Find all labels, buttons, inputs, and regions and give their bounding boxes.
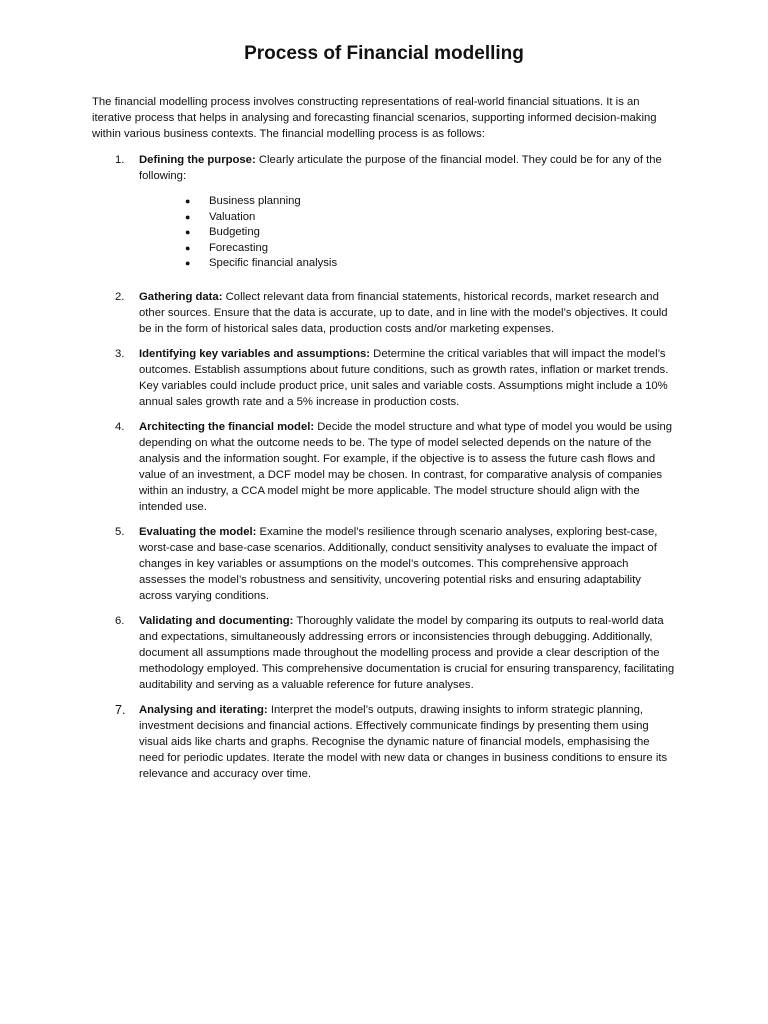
bullet-icon: ●	[185, 227, 191, 237]
list-item-step-1	[92, 152, 676, 280]
step-heading: Evaluating the model:	[139, 525, 257, 538]
bullet-text: Specific financial analysis	[209, 257, 338, 269]
step-text: Collect relevant data from financial statements, historical records, market research and other sources. Ensure that the data is accurate, up to date, and in line with the model’s objectives. It could be in the form of historical sales data, production costs and/or marketing expenses.	[139, 290, 668, 335]
list-item-step-3	[92, 346, 676, 410]
step-number: 4.	[115, 420, 125, 433]
list-item-step-6	[92, 613, 676, 693]
list-item	[139, 256, 676, 272]
intro-paragraph: The financial modelling process involves constructing representations of real-world financial situations. It is an iterative process that helps in analysing and forecasting financial scenarios, supporting informed decision-making within various business contexts. The financial modelling process is as follows:	[92, 96, 657, 140]
step-body	[139, 289, 676, 337]
list-item	[139, 225, 676, 241]
step-body	[139, 613, 676, 693]
step-heading: Defining the purpose:	[139, 154, 256, 166]
step-text: Thoroughly validate the model by comparing its outputs to real-world data and expectations, simultaneously addressing errors or inconsistencies through debugging. Additionally, document all assumptions made throughout the modelling process and provide a clear description of the methodology employed. This comprehensive documentation is crucial for ensuring transparency, facilitating auditability and serving as a valuable reference for future analyses.	[139, 614, 675, 691]
step-text: Determine the critical variables that will impact the model’s outcomes. Establish assumptions about future conditions, such as growth rates, inflation or market trends. Key variables could include product price, unit sales and variable costs. Assumptions might include a 10% annual sales growth rate and a 5% increase in production costs.	[139, 347, 669, 408]
step-text: Decide the model structure and what type of model you would be using depending on what the outcome needs to be. The type of model selected depends on the nature of the analysis and the information sought. For example, if the objective is to assess the future cash flows and value of an investment, a DCF model may be chosen. In contrast, for comparative analysis of companies within an industry, a CCA model might be more applicable. The model structure should align with the intended use.	[139, 420, 673, 513]
list-item-step-5	[92, 524, 676, 604]
step-body	[139, 419, 676, 515]
step-heading: Identifying key variables and assumptions:	[139, 347, 371, 360]
list-item-step-7	[92, 702, 676, 782]
step-number: 1.	[115, 154, 125, 166]
bullet-icon: ●	[185, 258, 191, 268]
step-text: Clearly articulate the purpose of the financial model. They could be for any of the following:	[139, 154, 662, 182]
step-text: Interpret the model’s outputs, drawing insights to inform strategic planning, investment decisions and financial actions. Effectively communicate findings by presenting them using visual aids like charts and graphs. Recognise the dynamic nature of financial models, emphasising the need for periodic updates. Iterate the model with new data or changes in business conditions to ensure its relevance and accuracy over time.	[139, 703, 668, 780]
step-heading: Analysing and iterating:	[139, 703, 268, 716]
list-item	[139, 194, 676, 210]
list-item	[139, 210, 676, 226]
bullet-icon: ●	[185, 242, 191, 253]
step-number: 7.	[115, 702, 126, 717]
bullet-icon: ●	[185, 211, 191, 222]
purpose-bullet-list	[139, 194, 676, 272]
step-heading: Architecting the financial model:	[139, 420, 315, 433]
step-text: Examine the model’s resilience through scenario analyses, exploring best-case, worst-case and base-case scenarios. Additionally, conduct sensitivity analyses to evaluate the impact of changes in key variables or assumptions on the model’s outcomes. This comprehensive approach assesses the model’s robustness and sensitivity, uncovering potential risks and ensuring adaptability across varying conditions.	[139, 525, 658, 602]
list-item-step-4	[92, 419, 676, 515]
step-body	[139, 524, 676, 604]
step-number: 3.	[115, 347, 125, 360]
step-heading: Validating and documenting:	[139, 614, 294, 627]
step-number: 6.	[115, 614, 125, 627]
bullet-text: Valuation	[209, 210, 256, 223]
bullet-text: Forecasting	[209, 241, 269, 254]
bullet-text: Budgeting	[209, 226, 260, 238]
step-number: 5.	[115, 525, 125, 538]
step-body	[139, 346, 676, 410]
bullet-icon: ●	[185, 196, 191, 206]
list-item-step-2	[92, 289, 676, 337]
list-item	[139, 241, 676, 257]
page-title: Process of Financial modelling	[244, 43, 524, 64]
step-number: 2.	[115, 290, 125, 303]
step-heading: Gathering data:	[139, 290, 223, 303]
step-body	[139, 152, 676, 280]
bullet-text: Business planning	[209, 195, 301, 207]
process-steps-list	[92, 152, 676, 782]
step-body	[139, 702, 676, 782]
